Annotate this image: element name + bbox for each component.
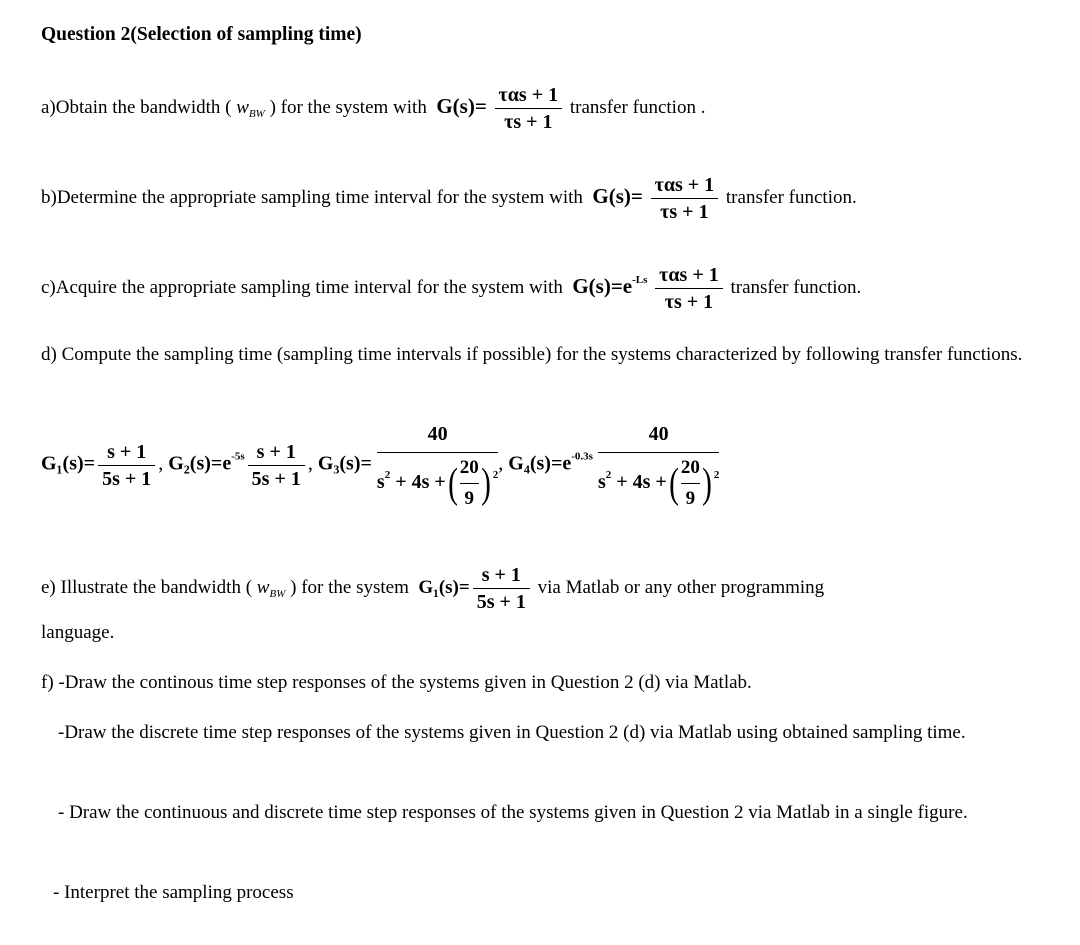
- g1-label: G₁(s): [418, 576, 459, 598]
- part-b: [41, 172, 857, 225]
- g-s-label: G(s): [592, 183, 631, 208]
- equations-line: [41, 420, 719, 510]
- part-a-prefix: a)Obtain the bandwidth (: [41, 96, 237, 118]
- exp-base: e: [622, 273, 633, 298]
- part-f-line2: -Draw the discrete time step responses of the systems given in Question 2 (d) via Matlab using obtained sampling time.: [58, 722, 966, 743]
- part-c-prefix: c)Acquire the appropriate sampling time interval for the system with: [41, 276, 563, 298]
- fraction-e: $\frac{s + 1}{5s + 1}$: [473, 562, 530, 615]
- part-e-line2: language.: [41, 622, 115, 643]
- part-b-prefix: b)Determine the appropriate sampling time interval for the system with: [41, 186, 583, 208]
- part-b-suffix: transfer function.: [725, 186, 857, 208]
- equals: =: [83, 452, 96, 475]
- exp-5s: -5s: [231, 450, 245, 463]
- part-f-line4: - Interpret the sampling process: [53, 882, 294, 903]
- equals: =: [550, 452, 563, 475]
- g3-fraction: 40 $s^2 + 4s$ +( $\frac{20}{9}$ ) $^2$: [376, 423, 499, 509]
- fraction-c: $\frac{\text{ταs + 1}}{\tau s + 1}$: [655, 262, 723, 315]
- part-e-prefix: e) Illustrate the bandwidth (: [41, 576, 257, 598]
- part-f-line3: - Draw the continuous and discrete time step responses of the systems given in Question 2 via Matlab in a single figure.: [58, 802, 968, 823]
- g-s-label: G(s): [572, 273, 611, 298]
- part-c: [41, 262, 861, 315]
- comma: ,: [307, 452, 313, 475]
- page-title: Question 2(Selection of sampling time): [41, 24, 362, 45]
- part-f-line1: f) -Draw the continous time step responses of the systems given in Question 2 (d) via Matlab.: [41, 672, 752, 693]
- equals: =: [610, 273, 623, 298]
- fraction-a: $\frac{\text{ταs + 1}}{\tau s + 1}$: [495, 82, 563, 135]
- comma: ,: [158, 452, 164, 475]
- exp-base: e: [562, 452, 572, 475]
- g4-label: G₄(s): [508, 452, 551, 475]
- equals: =: [474, 93, 487, 118]
- g1-fraction: $\frac{s + 1}{5s + 1}$: [98, 439, 155, 492]
- w-bw-symbol: $w_{BW}$: [236, 96, 265, 120]
- equals: =: [210, 452, 223, 475]
- g4-fraction: 40 $s^2 + 4s$ +( $\frac{20}{9}$ ) $^2$: [597, 423, 720, 509]
- comma: ,: [498, 452, 504, 475]
- exp-03s: -0.3s: [571, 450, 593, 463]
- fraction-b: $\frac{\text{ταs + 1}}{\tau s + 1}$: [651, 172, 719, 225]
- part-a-suffix: transfer function .: [569, 96, 706, 118]
- exp-ls: -Ls: [632, 273, 648, 286]
- part-e: [41, 562, 824, 615]
- part-d: d) Compute the sampling time (sampling time intervals if possible) for the systems characterized by following transfer functions.: [41, 344, 1023, 365]
- g1-label: G₁(s): [41, 452, 84, 475]
- part-e-suffix: via Matlab or any other programming: [537, 576, 825, 598]
- equals: =: [630, 183, 643, 208]
- exp-base: e: [222, 452, 232, 475]
- equals: =: [360, 452, 372, 475]
- g2-fraction: $\frac{s + 1}{5s + 1}$: [248, 439, 305, 492]
- equals: =: [458, 576, 470, 598]
- part-a-middle: ) for the system with: [264, 96, 427, 118]
- w-bw-symbol: $w_{BW}$: [256, 576, 286, 600]
- part-a: [41, 82, 705, 135]
- part-c-suffix: transfer function.: [730, 276, 862, 298]
- g-s-label: G(s): [436, 93, 475, 118]
- part-e-middle: ) for the system: [285, 576, 409, 598]
- g2-label: G₂(s): [168, 452, 211, 475]
- g3-label: G₃(s): [317, 452, 361, 475]
